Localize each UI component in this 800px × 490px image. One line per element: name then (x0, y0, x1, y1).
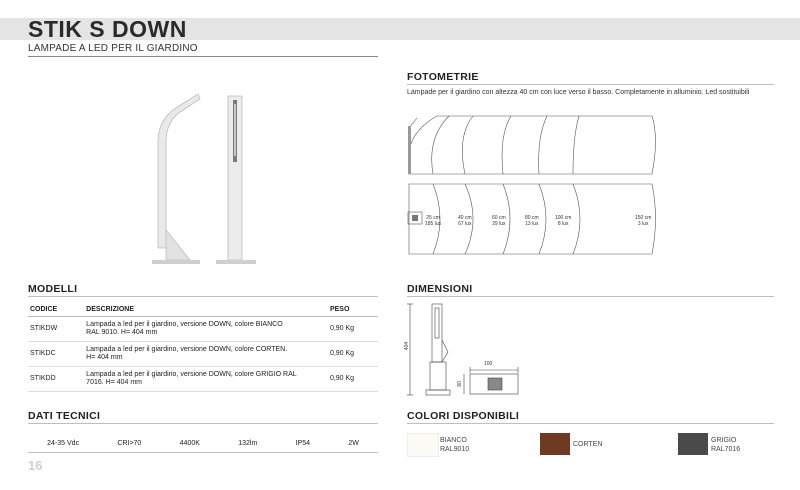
tech-voltage: 24-35 Vdc (47, 440, 80, 447)
photometric-diagram (407, 108, 657, 256)
models-header-row (28, 302, 378, 317)
page-number: 16 (28, 458, 43, 473)
photo-label-2: 40 cm 67 lux (458, 215, 472, 227)
photo-label-3: 60 cm 29 lux (492, 215, 506, 227)
tech-ip: IP54 (295, 440, 310, 447)
fotometrie-description: Lampade per il giardino con altezza 40 cm con luce verso il basso. Completamente in alluminio. Led sostituibili (407, 89, 750, 96)
color-label-grigio: GRIGIO RAL7016 (711, 437, 741, 453)
dati-tecnici-bottom-rule (28, 452, 378, 453)
row-codice: STIKDC (28, 342, 84, 367)
models-table (28, 302, 378, 392)
row-peso: 0,90 Kg (318, 317, 378, 342)
dim-height: 404 (404, 341, 411, 351)
col-descrizione: DESCRIZIONE (84, 302, 318, 317)
row-descrizione: Lampada a led per il giardino, versione DOWN, colore GRIGIO RAL 7016. H= 404 mm (84, 367, 318, 392)
dim-depth: 80 (456, 381, 463, 387)
fotometrie-title: FOTOMETRIE (407, 71, 479, 83)
swatch-corten (540, 433, 570, 455)
dimensioni-rule (407, 296, 774, 297)
dimension-drawing (400, 300, 530, 400)
photo-label-6: 150 cm 3 lux (635, 215, 652, 227)
subtitle-rule (28, 56, 378, 57)
photo-label-4: 80 cm 13 lux (525, 215, 539, 227)
row-codice: STIKDW (28, 317, 84, 342)
tech-data-row (28, 440, 378, 447)
swatch-grigio (678, 433, 708, 455)
colori-title: COLORI DISPONIBILI (407, 410, 520, 422)
dati-tecnici-title: DATI TECNICI (28, 410, 101, 422)
table-row (28, 367, 378, 392)
tech-power: 2W (348, 440, 359, 447)
photo-label-5: 100 cm 8 lux (555, 215, 572, 227)
dim-width: 100 (484, 361, 493, 367)
row-codice: STIKDD (28, 367, 84, 392)
table-row (28, 317, 378, 342)
tech-lumen: 132lm (238, 440, 258, 447)
col-peso: PESO (318, 302, 378, 317)
tech-cri: CRI>70 (117, 440, 142, 447)
page-subtitle: LAMPADE A LED PER IL GIARDINO (28, 43, 198, 54)
dimensioni-title: DIMENSIONI (407, 283, 473, 295)
modelli-rule (28, 296, 378, 297)
row-peso: 0,90 Kg (318, 342, 378, 367)
color-label-corten: CORTEN (573, 441, 603, 448)
row-descrizione: Lampada a led per il giardino, versione DOWN, colore CORTEN. H= 404 mm (84, 342, 318, 367)
dati-tecnici-rule (28, 423, 378, 424)
row-descrizione: Lampada a led per il giardino, versione DOWN, colore BIANCO RAL 9010. H= 404 mm (84, 317, 318, 342)
colori-rule (407, 423, 774, 424)
tech-color-temp: 4400K (179, 440, 200, 447)
table-row (28, 342, 378, 367)
product-image (140, 90, 280, 270)
fotometrie-rule (407, 84, 774, 85)
color-label-bianco: BIANCO RAL9010 (440, 437, 470, 453)
page-title: STIK S DOWN (28, 16, 187, 42)
photo-label-1: 25 cm 185 lux (425, 215, 442, 227)
row-peso: 0,90 Kg (318, 367, 378, 392)
col-codice: CODICE (28, 302, 84, 317)
swatch-bianco (407, 433, 439, 457)
modelli-title: MODELLI (28, 283, 78, 295)
